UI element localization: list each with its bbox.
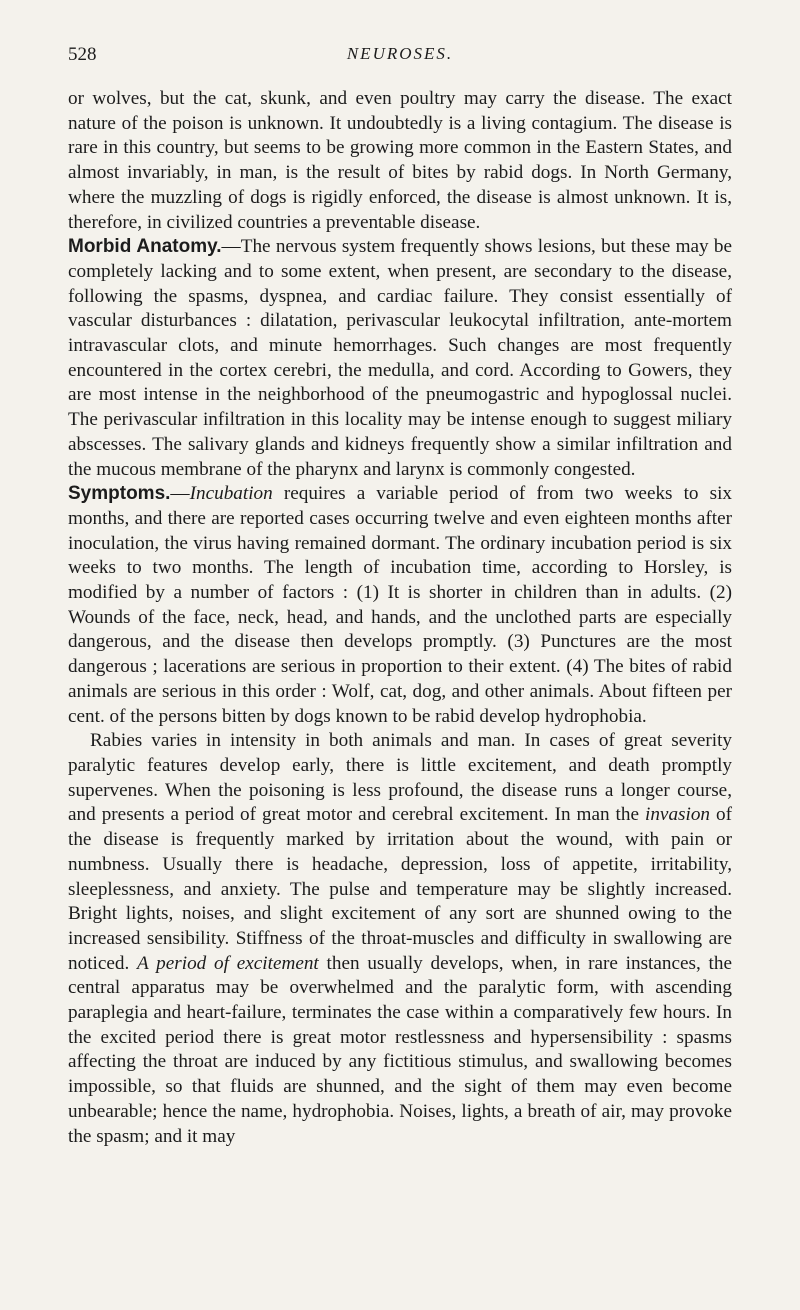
symptoms-dash: — xyxy=(170,483,190,505)
body-text xyxy=(68,87,732,1149)
page-number: 528 xyxy=(68,44,97,65)
rabies-text-b: of the disease is frequently marked by irritation about the wound, with pain or numbness. Usually there is headache, depression, loss of appetite, irritability, sleeplessness, and anxiety. The pulse and temperature may be slightly increased. Bright lights, noises, and slight excitement of any sort are shunned owing to the increased sensibility. Stiffness of the throat-muscles and difficulty in swallowing are noticed. xyxy=(68,804,733,974)
page-header xyxy=(68,44,732,68)
paragraph-symptoms xyxy=(68,482,732,729)
invasion-term: invasion xyxy=(645,804,711,826)
section-heading-symptoms: Symptoms. xyxy=(68,483,171,505)
morbid-anatomy-text: —The nervous system frequently shows lesions, but these may be completely lacking and to some extent, when present, are secondary to the disease, following the spasms, dyspnea, and cardiac failure. They consist essentially of vascular disturbances : dilatation, perivascular leukocytal infiltration, ante-mortem intravascular clots, and minute hemorrhages. Such changes are most frequently encountered in the cortex cerebri, the medulla, and cord. According to Gowers, they are most intense in the neighborhood of the pneumogastric and hypoglossal nuclei. The perivascular infiltration in this locality may be intense enough to suggest miliary abscesses. The salivary glands and kidneys frequently show a similar infiltration and the mucous membrane of the pharynx and larynx is commonly congested. xyxy=(68,236,732,480)
paragraph-etiology-text: or wolves, but the cat, skunk, and even poultry may carry the disease. The exact nature of the poison is unknown. It undoubtedly is a living contagium. The disease is rare in this country, but seems to be growing more common in the Eastern States, and almost invariably, in man, is the result of bites by rabid dogs. In North Germany, where the muzzling of dogs is rigidly enforced, the disease is almost unknown. It is, therefore, in civilized countries a preventable disease. xyxy=(68,88,732,233)
symptoms-text: requires a variable period of from two weeks to six months, and there are reported cases occurring twelve and even eighteen months after inoculation, the virus having remained dormant. The ordinary incubation period is six weeks to two months. The length of incubation time, according to Horsley, is modified by a number of factors : (1) It is shorter in children than in adults. (2) Wounds of the face, neck, head, and hands, and the unclothed parts are especially dangerous, and the disease then develops promptly. (3) Punctures are the most dangerous ; lacerations are serious in proportion to their extent. (4) The bites of rabid animals are serious in this order : Wolf, cat, dog, and other animals. About fifteen per cent. of the persons bitten by dogs known to be rabid develop hydrophobia. xyxy=(68,483,732,727)
section-heading-morbid-anatomy: Morbid Anatomy. xyxy=(68,236,222,258)
paragraph-rabies-intensity xyxy=(68,729,732,1149)
paragraph-morbid-anatomy xyxy=(68,235,732,482)
symptoms-incubation-term: Incubation xyxy=(189,483,273,505)
running-title: NEUROSES. xyxy=(346,44,454,63)
rabies-text-a: Rabies varies in intensity in both animals and man. In cases of great severity paralytic features develop early, there is little excitement, and death promptly supervenes. When the poisoning is less profound, the disease runs a longer course, and presents a period of great motor and cerebral excitement. In man the xyxy=(68,730,732,826)
excitement-term: A period of excitement xyxy=(137,952,319,974)
rabies-text-c: then usually develops, when, in rare instances, the central apparatus may be overwhelmed and the paralytic form, with ascending paraplegia and heart-failure, terminates the case within a comparatively few hours. In the excited period there is great motor restlessness and hypersensibility : spasms affecting the throat are induced by any fictitious stimulus, and swallowing becomes impossible, so that fluids are shunned, and the sight of them may even become unbearable; hence the name, hydrophobia. Noises, lights, a breath of air, may provoke the spasm; and it may xyxy=(68,952,732,1147)
paragraph-etiology xyxy=(68,87,732,235)
